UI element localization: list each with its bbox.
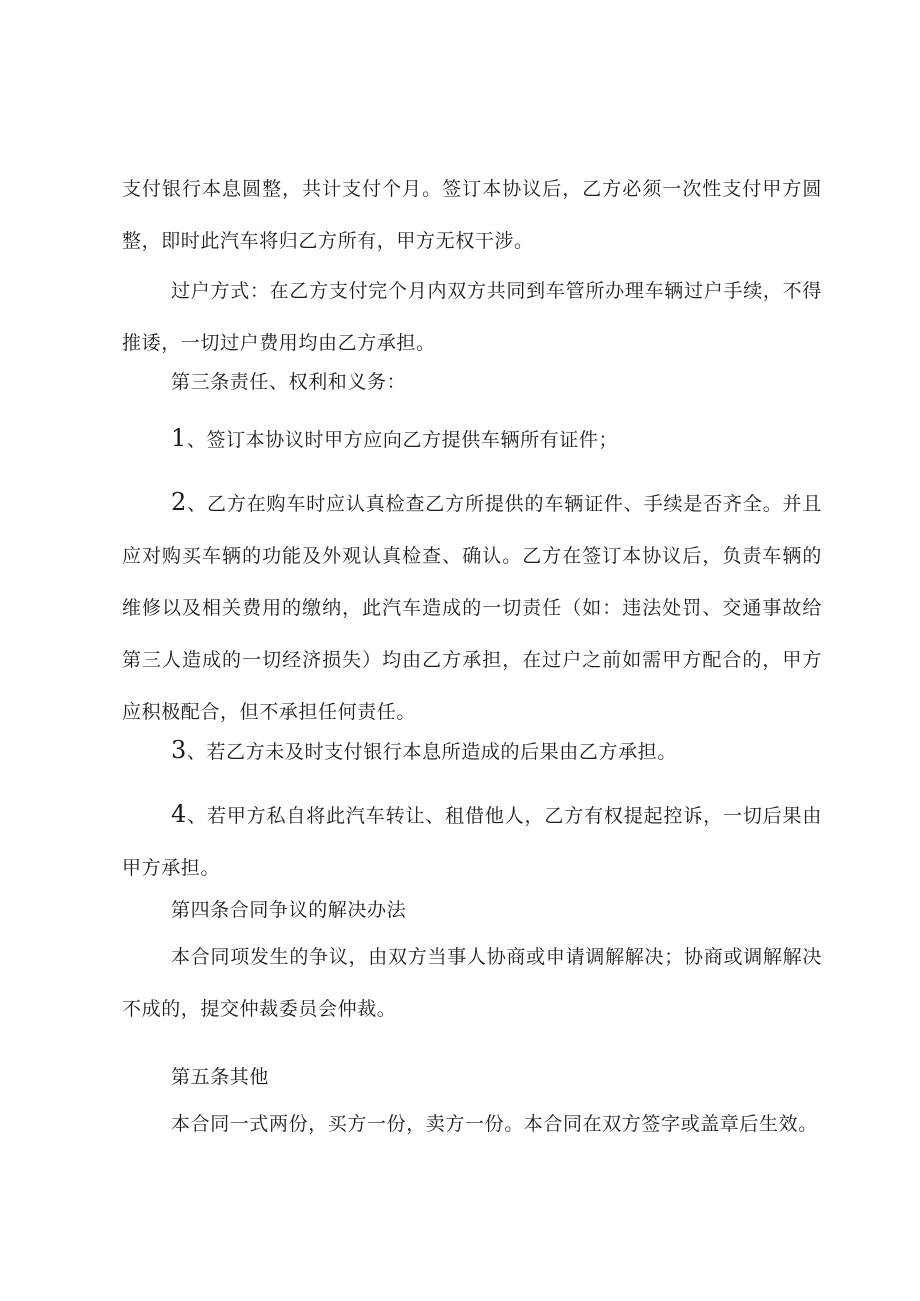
list-text-4: 、若甲方私自将此汽车转让、租借他人，乙方有权提起控诉，一切后果由甲方承担。 bbox=[122, 805, 822, 879]
list-number-1: 1 bbox=[171, 424, 187, 452]
section-heading-5: 第五条其他 bbox=[171, 1066, 270, 1088]
list-number-4: 4 bbox=[171, 800, 187, 828]
paragraph-payment: 支付银行本息圆整，共计支付个月。签订本协议后，乙方必须一次性支付甲方圆整，即时此汽车将归乙方所有，甲方无权干涉。 bbox=[122, 178, 822, 252]
section-heading-4: 第四条合同争议的解决办法 bbox=[171, 899, 407, 921]
list-number-2: 2 bbox=[171, 488, 187, 516]
paragraph-dispute: 本合同项发生的争议，由双方当事人协商或申请调解解决；协商或调解解决不成的，提交仲裁委员会仲裁。 bbox=[122, 946, 822, 1020]
list-number-3: 3 bbox=[171, 736, 187, 764]
section-heading-3: 第三条责任、权利和义务： bbox=[171, 371, 407, 393]
list-text-2: 、乙方在购车时应认真检查乙方所提供的车辆证件、手续是否齐全。并且应对购买车辆的功能及外观认真检查、确认。乙方在签订本协议后，负责车辆的维修以及相关费用的缴纳，此汽车造成的一切责任（如：违法处罚、交通事故给第三人造成的一切经济损失）均由乙方承担，在过户之前如需甲方配合的，甲方应积极配合，但不承担任何责任。 bbox=[122, 493, 822, 723]
list-item-4 bbox=[122, 788, 822, 894]
list-text-1: 、签订本协议时甲方应向乙方提供车辆所有证件； bbox=[186, 429, 619, 451]
list-item-3 bbox=[122, 724, 822, 778]
list-item-2 bbox=[122, 476, 822, 738]
list-text-3: 、若乙方未及时支付银行本息所造成的后果由乙方承担。 bbox=[186, 741, 677, 763]
paragraph-transfer: 过户方式：在乙方支付完个月内双方共同到车管所办理车辆过户手续，不得推诿，一切过户费用均由乙方承担。 bbox=[122, 280, 822, 354]
paragraph-copies: 本合同一式两份，买方一份，卖方一份。本合同在双方签字或盖章后生效。 bbox=[171, 1113, 818, 1135]
list-item-1 bbox=[122, 412, 822, 466]
